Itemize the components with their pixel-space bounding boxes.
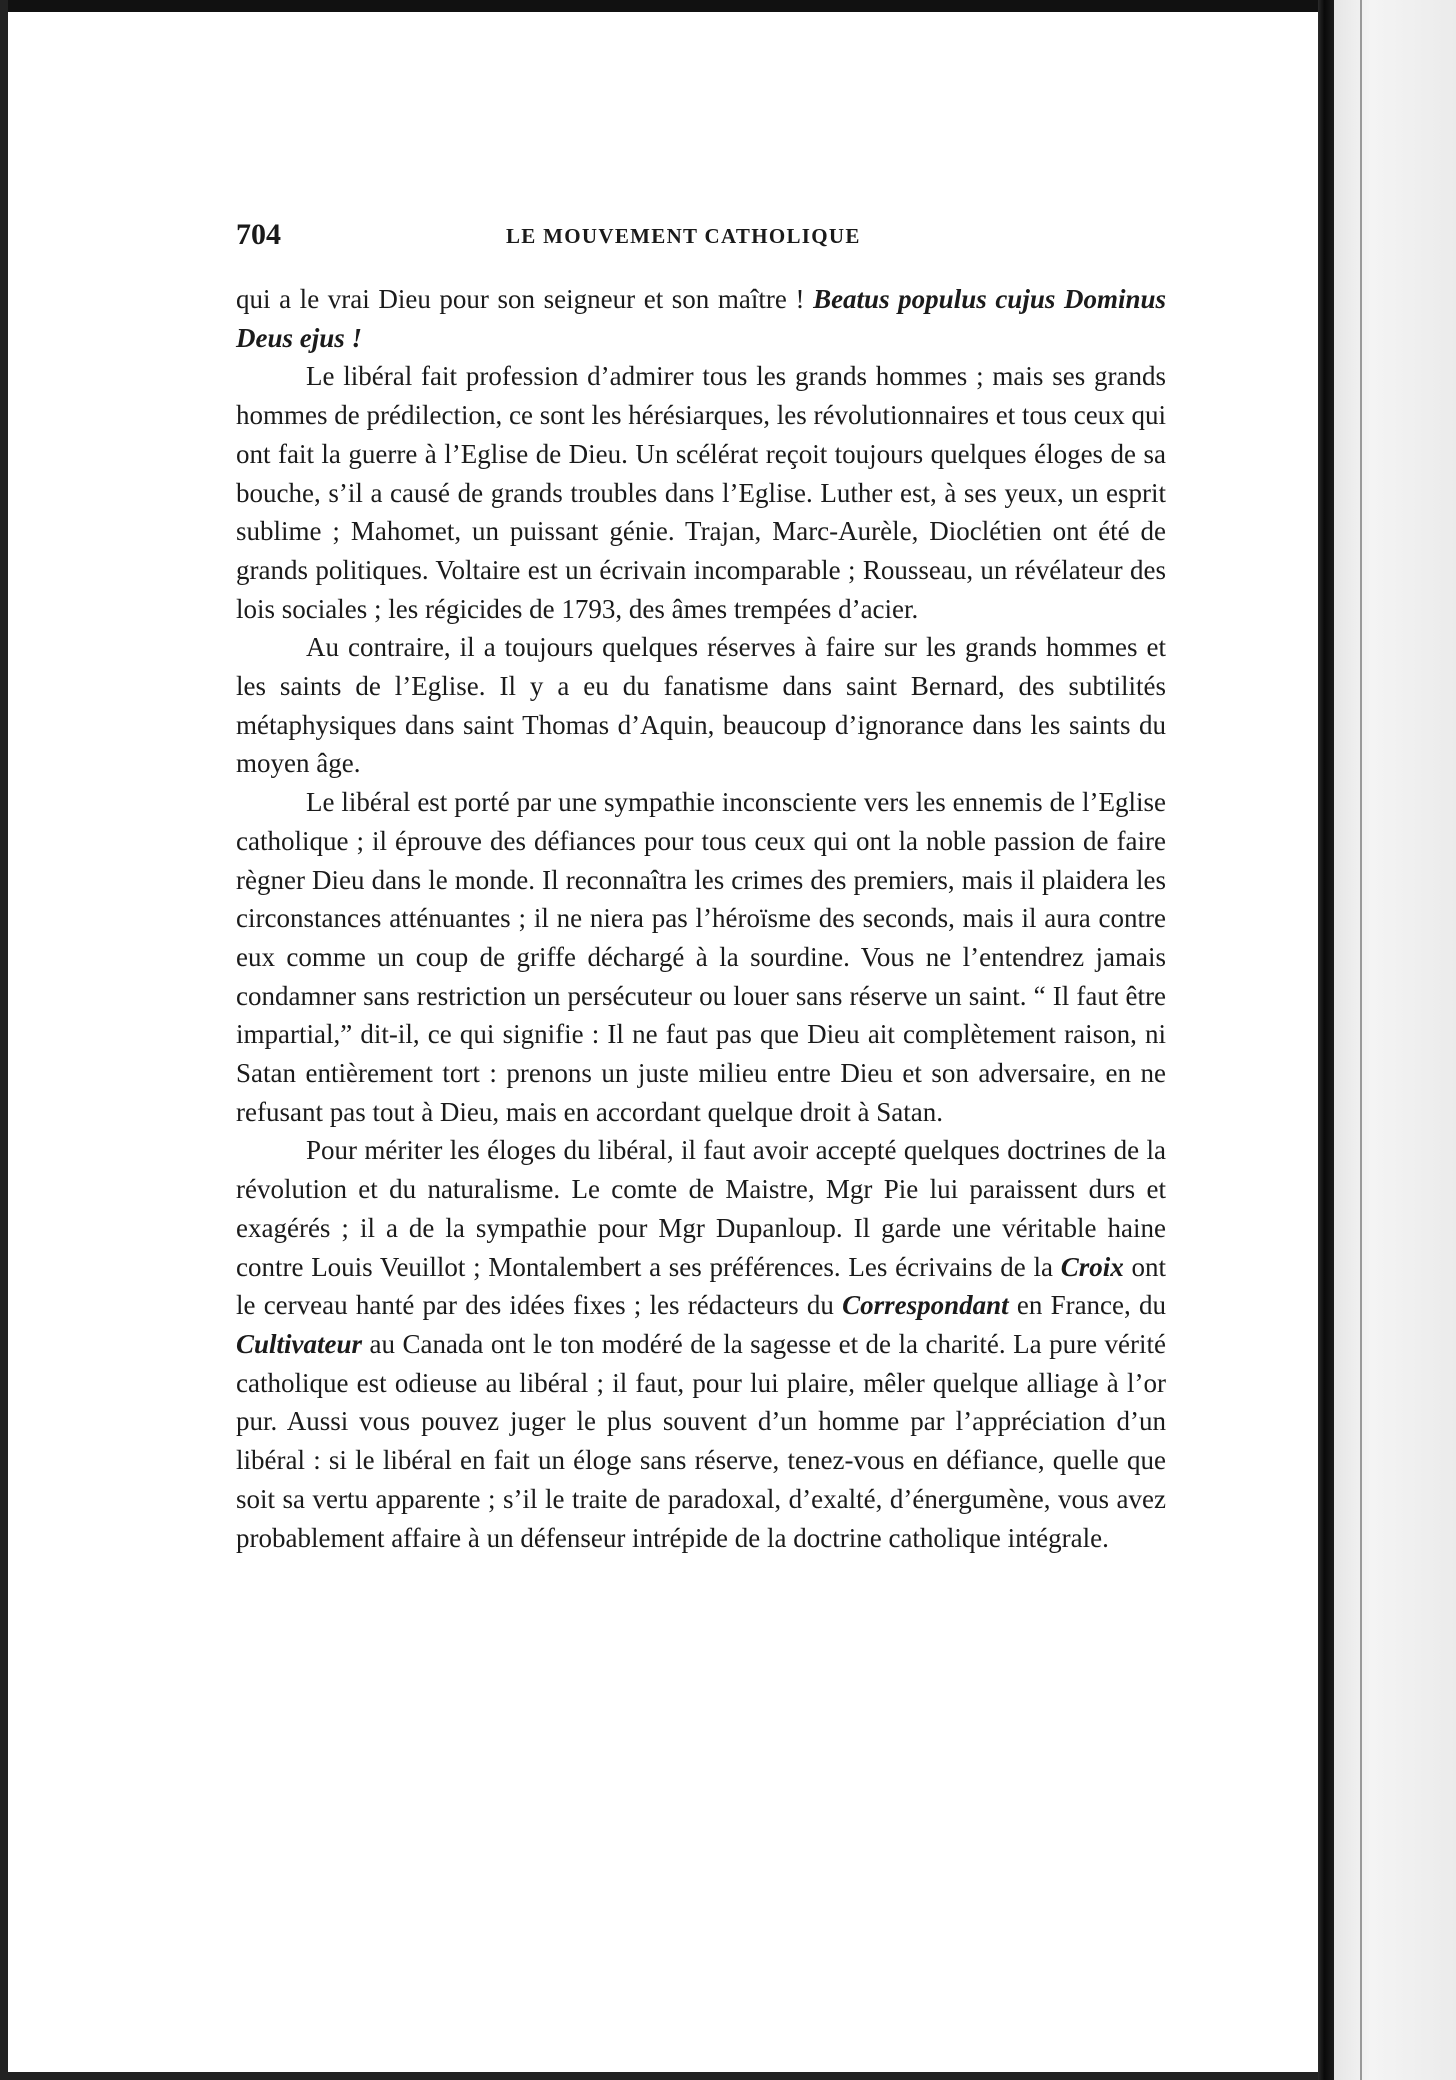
book-spine-shadow: [1318, 0, 1334, 2080]
paragraph-5-text-b: ont le cerveau hanté par des idées fixes ; les rédacteurs du: [236, 1251, 1166, 1321]
paragraph-2: Le libéral fait profession d’admirer tous les grands hommes ; mais ses grands hommes de prédilection, ce sont les hérésiarques, les révolutionnaires et tous ceux qui ont fait la guerre à l’Eglise de Dieu. Un scélérat reçoit toujours quelques éloges de sa bouche, s’il a causé de grands troubles dans l’Eglise. Luther est, à ses yeux, un esprit sublime ; Mahomet, un puissant génie. Trajan, Marc-Aurèle, Dioclétien ont été de grands politiques. Voltaire est un écrivain incomparable ; Rousseau, un révélateur des lois sociales ; les régicides de 1793, des âmes trempées d’acier.: [236, 361, 1166, 624]
latin-quote: Beatus populus cujus Dominus Deus ejus !: [236, 284, 1166, 353]
body-text: [236, 280, 1166, 1557]
paragraph-1: [236, 280, 1166, 357]
paragraph-4: Le libéral est porté par une sympathie inconsciente vers les ennemis de l’Eglise catholique ; il éprouve des défiances pour tous ceux qui ont la noble passion de faire règner Dieu dans le monde. Il reconnaîtra les crimes des premiers, mais il plaidera les circonstances atténuantes ; il ne niera pas l’héroïsme des seconds, mais il aura contre eux comme un coup de griffe déchargé à la sourdine. Vous ne l’entendrez jamais condamner sans restriction un persécuteur ou louer sans réserve un saint. “ Il faut être impartial,” dit-il, ce qui signifie : Il ne faut pas que Dieu ait complètement raison, ni Satan entièrement tort : prenons un juste milieu entre Dieu et son adversaire, en ne refusant pas tout à Dieu, mais en accordant quelque droit à Satan.: [236, 787, 1166, 1127]
running-title: LE MOUVEMENT CATHOLIQUE: [506, 224, 861, 248]
paragraph-5-text-a: Pour mériter les éloges du libéral, il faut avoir accepté quelques doctrines de la révolution et du naturalisme. Le comte de Maistre, Mgr Pie lui paraissent durs et exagérés ; il a de la sympathie pour Mgr Dupanloup. Il garde une véritable haine contre Louis Veuillot ; Montalembert a ses préférences. Les écrivains de la: [236, 1135, 1166, 1282]
running-head: [236, 218, 1166, 258]
paragraph-5-text-c: en France, du: [1008, 1290, 1166, 1321]
paragraph-5: [236, 1131, 1166, 1557]
paragraph-1-text: qui a le vrai Dieu pour son seigneur et son maître !: [236, 284, 814, 314]
scan-left-border: [0, 0, 8, 2080]
title-croix: Croix: [1060, 1251, 1124, 1282]
facing-page-fold: [1360, 0, 1362, 2080]
title-correspondant: Correspondant: [842, 1290, 1009, 1321]
text-block: [236, 0, 1166, 2080]
page-number: 704: [236, 218, 281, 251]
title-cultivateur: Cultivateur: [236, 1328, 363, 1359]
facing-page-edge: [1334, 0, 1456, 2080]
paragraph-3: Au contraire, il a toujours quelques réserves à faire sur les grands hommes et les saints de l’Eglise. Il y a eu du fanatisme dans saint Bernard, des subtilités métaphysiques dans saint Thomas d’Aquin, beaucoup d’ignorance dans les saints du moyen âge.: [236, 632, 1166, 779]
paragraph-5-text-d: au Canada ont le ton modéré de la sagesse et de la charité. La pure vérité catholique est odieuse au libéral ; il faut, pour lui plaire, mêler quelque alliage à l’or pur. Aussi vous pouvez juger le plus souvent d’un homme par l’appréciation d’un libéral : si le libéral en fait un éloge sans réserve, tenez-vous en défiance, quelle que soit sa vertu apparente ; s’il le traite de paradoxal, d’exalté, d’énergumène, vous avez probablement affaire à un défenseur intrépide de la doctrine catholique intégrale.: [236, 1328, 1166, 1553]
